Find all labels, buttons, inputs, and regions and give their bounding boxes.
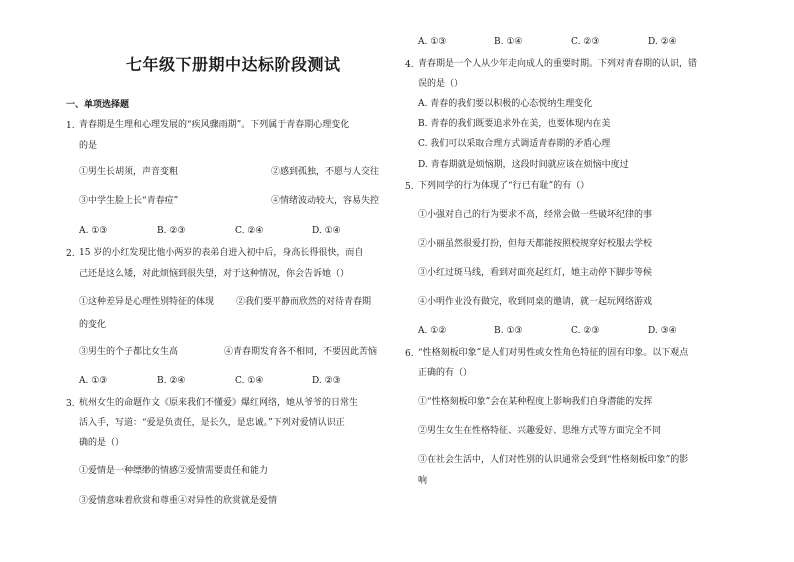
choice-a: A. ①③ [418, 37, 447, 47]
option-text: ②男生女生在性格特征、兴趣爱好、思维方式等方面完全不同 [418, 426, 662, 436]
option-text: ③在社会生活中，人们对性别的认识通常会受到“性格刻板印象”的影 [418, 455, 689, 465]
page-title: 七年级下册期中达标阶段测试 [126, 55, 341, 74]
question-stem: 青春期是生理和心理发展的“疾风骤雨期”。下列属于青春期心理变化 [79, 120, 350, 130]
option-text: 响 [418, 476, 428, 486]
choice-b: B. ①④ [494, 37, 523, 47]
option-text: ③爱情意味着欣赏和尊重④对异性的欣赏就是爱情 [79, 496, 278, 506]
choice-d: D. ②③ [312, 376, 341, 386]
option-text: ③中学生脸上长“青春痘” [79, 196, 179, 206]
question-number: 1. [66, 121, 75, 131]
question-number: 4. [405, 60, 414, 70]
choice-d: D. 青春期就是烦恼期，这段时间就应该在烦恼中度过 [418, 160, 629, 170]
question-stem: 下列同学的行为体现了“行已有耻”的有（） [418, 181, 590, 191]
choice-c: C. ②③ [571, 326, 600, 336]
choice-b: B. ①③ [494, 326, 523, 336]
option-text: ①“性格刻板印象”会在某种程度上影响我们自身潜能的发挥 [418, 397, 653, 407]
choice-d: D. ①④ [312, 226, 341, 236]
option-text: 的变化 [79, 320, 107, 330]
question-number: 3. [66, 399, 75, 409]
option-text: ④小明作业没有做完，收到同桌的邀请，就一起玩网络游戏 [418, 297, 653, 307]
choice-a: A. ①③ [79, 226, 108, 236]
choice-c: C. ①④ [235, 376, 264, 386]
choice-a: A. 青春的我们要以积极的心态悦纳生理变化 [418, 99, 593, 109]
section-heading: 一、单项选择题 [66, 100, 130, 110]
option-text: ④情绪波动较大，容易失控 [271, 196, 380, 206]
option-text: ①爱情是一种缥缈的情感②爱情需要责任和能力 [79, 466, 269, 476]
choice-b: B. 青春的我们既要追求外在美，也要体现内在美 [418, 119, 611, 129]
question-number: 2. [66, 249, 75, 259]
option-text: ②感到孤独，不愿与人交往 [271, 167, 380, 177]
question-stem: 青春期是一个人从少年走向成人的重要时期。下列对青春期的认识，错 [418, 59, 698, 69]
option-text: ④青春期发育各不相同，不要因此苦恼 [224, 347, 378, 357]
choice-d: D. ③④ [648, 326, 677, 336]
choice-a: A. ①③ [79, 376, 108, 386]
question-stem: 活入手，写道：“爱是负责任，是长久，是忠诚。”下列对爱情认识正 [79, 418, 345, 428]
choice-b: B. ②④ [157, 376, 186, 386]
choice-a: A. ①② [418, 326, 447, 336]
option-text: ①这种差异是心理性别特征的体现 [79, 297, 215, 307]
question-stem: 15 岁的小红发现比他小两岁的表弟自进入初中后，身高长得很快，而自 [79, 248, 364, 258]
option-text: ②小丽虽然很爱打扮，但每天都能按照校规穿好校服去学校 [418, 239, 653, 249]
question-stem: 误的是（） [418, 79, 464, 89]
question-stem: 的是 [79, 141, 98, 151]
choice-c: C. ②③ [571, 37, 600, 47]
option-text: ①小强对自己的行为要求不高，经常会做一些破坏纪律的事 [418, 210, 653, 220]
choice-c: C. 我们可以采取合理方式调适青春期的矛盾心理 [418, 139, 611, 149]
question-stem: “性格刻板印象”是人们对男性或女性角色特征的固有印象。以下观点 [418, 348, 689, 358]
choice-b: B. ②③ [157, 226, 186, 236]
option-text: ③男生的个子都比女生高 [79, 347, 179, 357]
question-number: 6. [405, 349, 414, 359]
option-text: ③小红过斑马线，看到对面亮起红灯，她主动停下脚步等候 [418, 268, 653, 278]
question-stem: 己还是这么矮，对此烦恼到很失望，对于这种情况，你会告诉她（） [79, 269, 350, 279]
choice-d: D. ②④ [648, 37, 677, 47]
question-stem: 正确的有（） [418, 368, 473, 378]
question-number: 5. [405, 182, 414, 192]
option-text: ②我们要平静而欣然的对待青春期 [236, 297, 372, 307]
question-stem: 杭州女生的命题作文《原来我们不懂爱》爆红网络，她从爷爷的日常生 [79, 398, 359, 408]
question-stem: 确的是（） [79, 438, 125, 448]
choice-c: C. ②④ [235, 226, 264, 236]
option-text: ①男生长胡须，声音变粗 [79, 167, 179, 177]
